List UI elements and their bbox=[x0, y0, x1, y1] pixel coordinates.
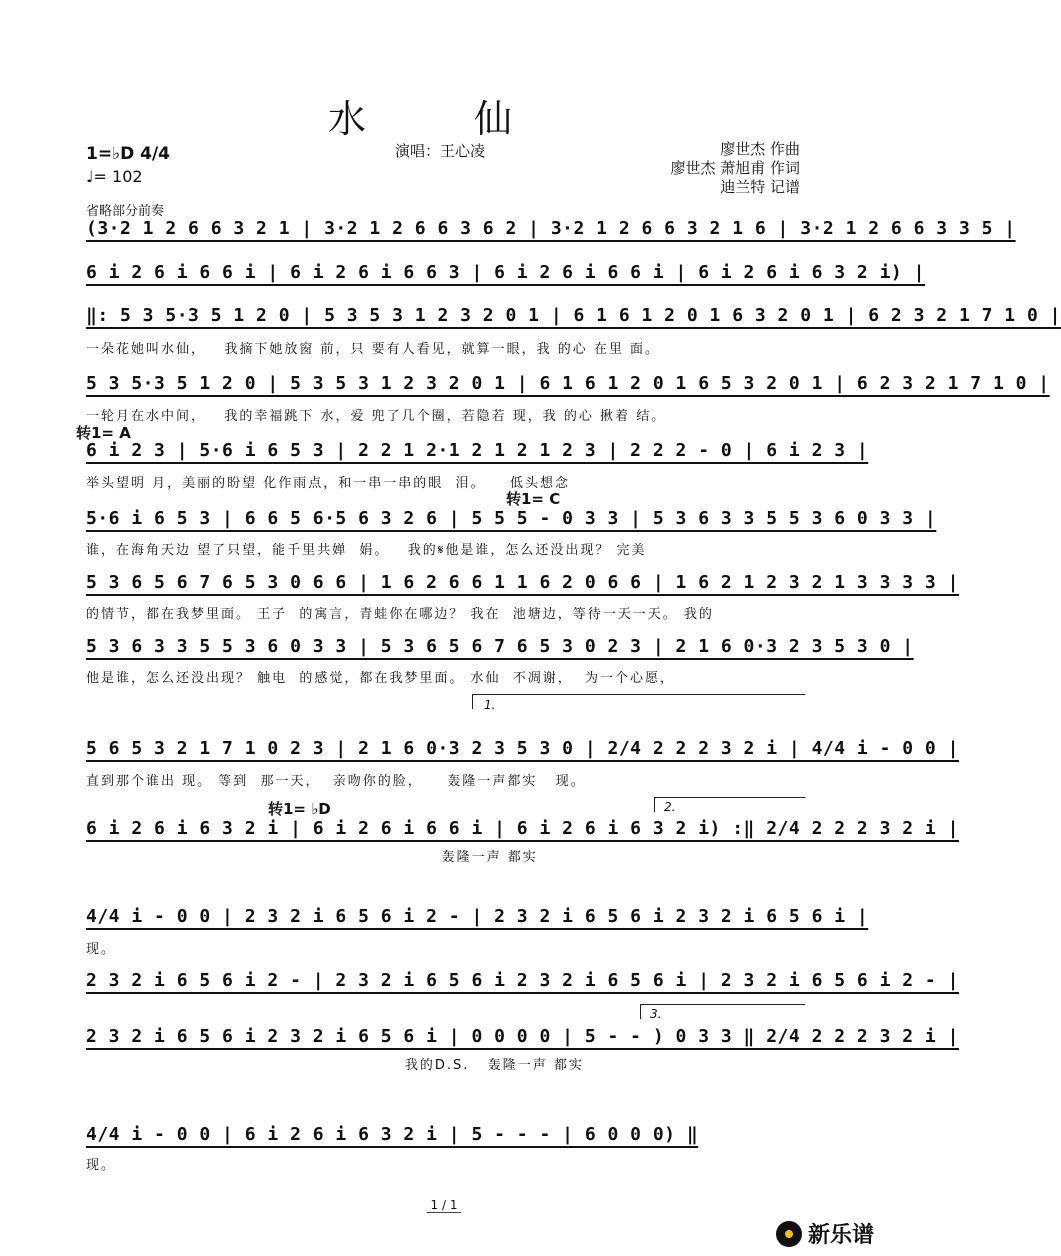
music-line-2: 6 i 2 6 i 6 6 i | 6 i 2 6 i 6 6 3 | 6 i 2 6 i 6 6 i | 6 i 2 6 i 6 3 2 i) | bbox=[86, 262, 925, 283]
music-line-7: 5 3 6 5 6 7 6 5 3 0 6 6 | 1 6 2 6 6 1 1 6 2 0 6 6 | 1 6 2 1 2 3 2 1 3 3 3 3 | bbox=[86, 572, 959, 593]
page-number bbox=[0, 1198, 888, 1212]
intro-note: 省略部分前奏 bbox=[86, 204, 165, 219]
lyric-line-7: 的情节，都在我梦里面。 王子 的寓言，青蛙你在哪边？ 我在 池塘边，等待一天一天。 我的 bbox=[86, 607, 714, 622]
modulation-to-d-flat: 转1= ♭D bbox=[268, 800, 331, 818]
music-line-12: 2 3 2 i 6 5 6 i 2 - | 2 3 2 i 6 5 6 i 2 3 2 i 6 5 6 i | 2 3 2 i 6 5 6 i 2 - | bbox=[86, 970, 959, 991]
music-line-8: 5 3 6 3 3 5 5 3 6 0 3 3 | 5 3 6 5 6 7 6 5 3 0 2 3 | 2 1 6 0·3 2 3 5 3 0 | bbox=[86, 636, 914, 657]
music-line-5: 6 i 2 3 | 5·6 i 6 5 3 | 2 2 1 2·1 2 1 2 1 2 3 | 2 2 2 - 0 | 6 i 2 3 | bbox=[86, 440, 869, 461]
music-line-6: 5·6 i 6 5 3 | 6 6 5 6·5 6 3 2 6 | 5 5 5 - 0 3 3 | 5 3 6 3 3 5 5 3 6 0 3 3 | bbox=[86, 508, 937, 529]
key-signature: 1=♭D 4/4 bbox=[86, 144, 170, 164]
transcriber-credit: 迪兰特 记谱 bbox=[720, 178, 800, 196]
lyricist-credit: 廖世杰 萧旭甫 作词 bbox=[670, 159, 800, 177]
music-line-3: ‖: 5 3 5·3 5 1 2 0 | 5 3 5 3 1 2 3 2 0 1 | 6 1 6 1 2 0 1 6 3 2 0 1 | 6 2 3 2 1 7 1 0 | bbox=[86, 305, 1061, 326]
page-number-text: 1 / 1 bbox=[427, 1198, 462, 1213]
first-ending-label: 1. bbox=[484, 698, 496, 712]
site-logo bbox=[776, 1218, 874, 1249]
music-line-4: 5 3 5·3 5 1 2 0 | 5 3 5 3 1 2 3 2 0 1 | 6 1 6 1 2 0 1 6 5 3 2 0 1 | 6 2 3 2 1 7 1 0 | bbox=[86, 373, 1050, 394]
lyric-line-6: 谁，在海角天边 望了只望，能千里共婵 娟。 我的𝄋他是谁，怎么还没出现？ 完美 bbox=[86, 543, 647, 558]
music-line-14: 4/4 i - 0 0 | 6 i 2 6 i 6 3 2 i | 5 - - - | 6 0 0 0) ‖ bbox=[86, 1124, 699, 1145]
second-ending-label: 2. bbox=[664, 800, 676, 814]
second-ending-bracket bbox=[654, 797, 805, 812]
singer-credit: 演唱：王心凌 bbox=[395, 142, 486, 160]
music-line-13: 2 3 2 i 6 5 6 i 2 3 2 i 6 5 6 i | 0 0 0 0 | 5 - - ) 0 3 3 ‖ 2/4 2 2 2 3 2 i | bbox=[86, 1026, 959, 1047]
music-line-1: (3·2 1 2 6 6 3 2 1 | 3·2 1 2 6 6 3 6 2 | 3·2 1 2 6 6 3 2 1 6 | 3·2 1 2 6 6 3 3 5 | bbox=[86, 218, 1016, 239]
lyric-line-8: 他是谁，怎么还没出现？ 触电 的感觉，都在我梦里面。 水仙 不凋谢， 为一个心愿， bbox=[86, 671, 676, 686]
composer-credit: 廖世杰 作曲 bbox=[720, 140, 800, 158]
lyric-line-3: 一朵花她叫水仙， 我摘下她放窗 前，只 要有人看见，就算一眼，我 的心 在里 面。 bbox=[86, 342, 661, 357]
lyric-line-10: 轰隆一声 都实 bbox=[86, 850, 538, 865]
tempo-marking: ♩= 102 bbox=[86, 167, 143, 186]
modulation-to-a: 转1= A bbox=[76, 424, 131, 442]
music-line-11: 4/4 i - 0 0 | 2 3 2 i 6 5 6 i 2 - | 2 3 2 i 6 5 6 i 2 3 2 i 6 5 6 i | bbox=[86, 906, 869, 927]
lyric-line-11: 现。 bbox=[86, 942, 117, 957]
music-line-10: 6 i 2 6 i 6 3 2 i | 6 i 2 6 i 6 6 i | 6 i 2 6 i 6 3 2 i) :‖ 2/4 2 2 2 3 2 i | bbox=[86, 818, 959, 839]
lyric-line-13: 我的D.S. 轰隆一声 都实 bbox=[86, 1058, 584, 1073]
modulation-to-c: 转1= C bbox=[506, 490, 561, 508]
lyric-line-5: 举头望明 月，美丽的盼望 化作雨点，和一串一串的眼 泪。 低头想念 bbox=[86, 476, 571, 491]
vinyl-record-icon bbox=[776, 1221, 802, 1247]
lyric-line-14: 现。 bbox=[86, 1158, 117, 1173]
first-ending-bracket bbox=[472, 694, 805, 709]
lyric-line-4: 一轮月在水中间， 我的幸福跳下 水，爱 兜了几个圈，若隐若 现，我 的心 揪着 结。 bbox=[86, 409, 667, 424]
site-logo-text: 新乐谱 bbox=[807, 1223, 874, 1248]
lyric-line-9: 直到那个谁出 现。 等到 那一天， 亲吻你的脸， 轰隆一声都实 现。 bbox=[86, 774, 586, 789]
song-title: 水 仙 bbox=[327, 97, 561, 141]
music-line-9: 5 6 5 3 2 1 7 1 0 2 3 | 2 1 6 0·3 2 3 5 3 0 | 2/4 2 2 2 3 2 i | 4/4 i - 0 0 | bbox=[86, 738, 959, 759]
third-ending-label: 3. bbox=[650, 1007, 662, 1021]
third-ending-bracket bbox=[640, 1004, 805, 1019]
credits-block bbox=[630, 140, 800, 197]
